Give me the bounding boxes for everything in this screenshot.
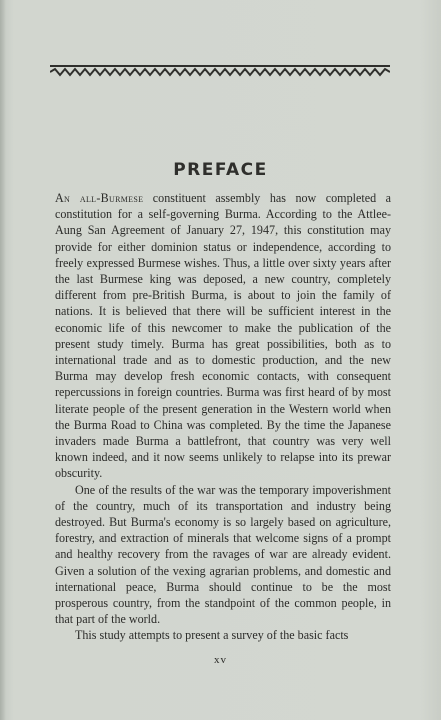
paragraph-text: constituent assembly has now completed a constitution for a self-governing Burma. According to the Attlee-Aung San Agreement of January 27, 1947, this constitution may provide for either dominion status or independence, according to freely expressed Burmese wishes. Thus, a little over sixty years after the last Burmese king was deposed, a new country, completely different from pre-British Burma, is about to join the family of nations. It is believed that there will be sufficient interest in the economic life of this newcomer to make the publication of the present study timely. Burma has great possibilities, both as to international trade and as to domestic production, and the new Burma may develop fresh economic contacts, with consequent repercussions in foreign countries. Burma was first heard of by most literate people of the present generation in the Western world when the Burma Road to China was completed. By the time the Japanese invaders made Burma a battlefront, that country was very well known indeed, and it now seems unlikely to relapse into its prewar obscurity.: [55, 191, 391, 481]
paragraph-lead: An all-Burmese: [55, 191, 144, 205]
page-number: xv: [214, 654, 227, 666]
preface-body: [55, 190, 391, 644]
paragraph-1: [55, 190, 391, 482]
spine-shadow: [0, 0, 6, 720]
decorative-rule: [50, 64, 390, 78]
page-title: PREFACE: [173, 160, 268, 180]
paragraph-2: One of the results of the war was the temporary impoverishment of the country, much of its transportation and industry being destroyed. But Burma's economy is so largely based on agriculture, forestry, and extraction of minerals that welcome signs of a prompt and healthy recovery from the ravages of war are already evident. Given a solution of the vexing agrarian problems, and domestic and international peace, Burma should continue to be the most prosperous country, from the standpoint of the common people, in that part of the world.: [55, 482, 391, 627]
paragraph-3: This study attempts to present a survey of the basic facts: [75, 628, 349, 643]
